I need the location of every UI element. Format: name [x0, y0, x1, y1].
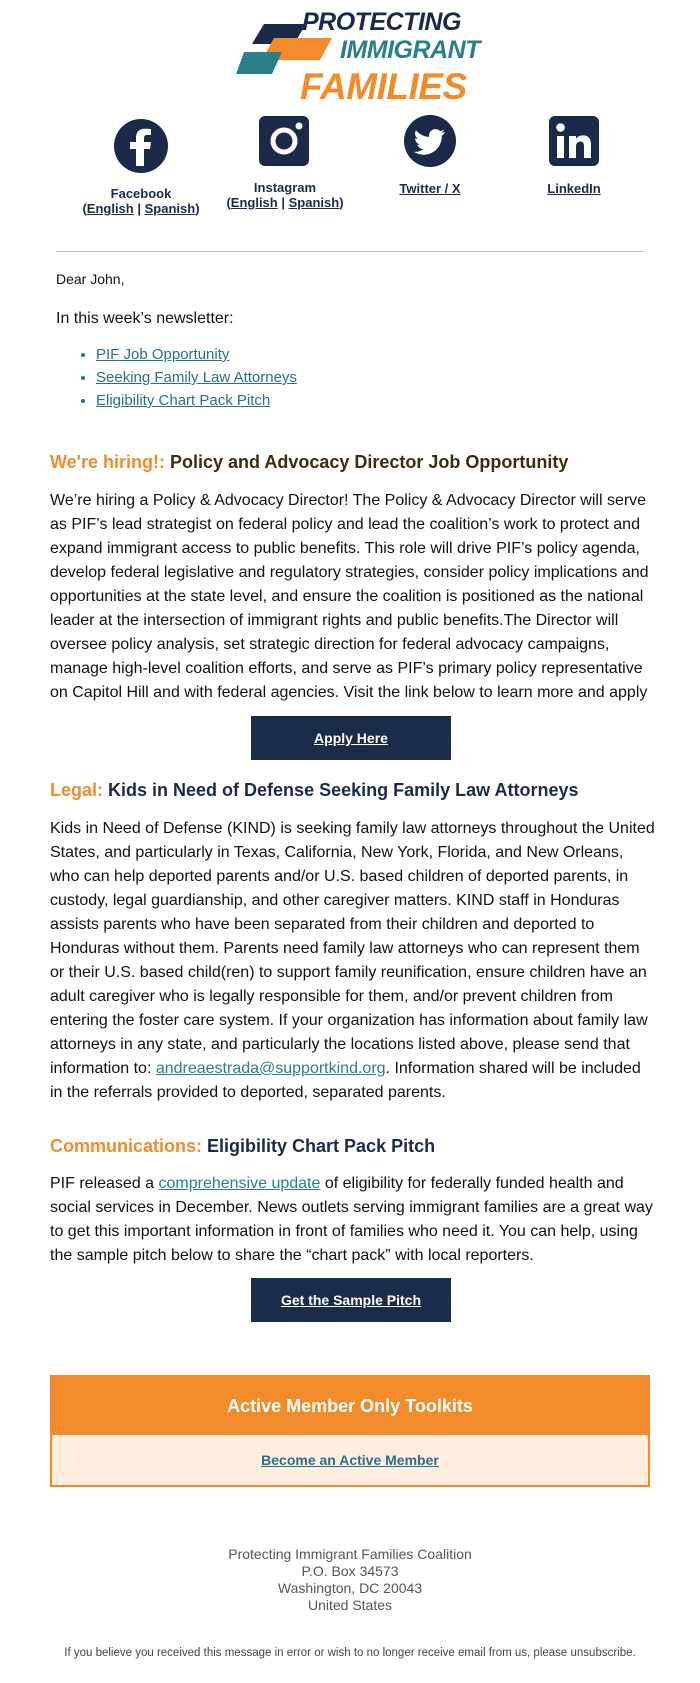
become-member-link[interactable]: Become an Active Member — [261, 1452, 439, 1468]
facebook-icon[interactable] — [113, 118, 169, 174]
footer-box: P.O. Box 34573 — [301, 1563, 399, 1579]
footer-city: Washington, DC 20043 — [277, 1580, 423, 1596]
unsubscribe-notice[interactable]: If you believe you received this message in error or wish to no longer receive email from us, please unsubscribe. — [64, 1647, 636, 1659]
facebook-sep: | — [137, 201, 141, 216]
social-twitter — [355, 118, 505, 196]
get-sample-pitch-button[interactable]: Get the Sample Pitch — [251, 1278, 451, 1322]
facebook-english-link[interactable]: English — [86, 201, 134, 216]
section-comms-body — [50, 1172, 655, 1268]
toc-link-attorneys[interactable]: Seeking Family Law Attorneys — [96, 369, 297, 386]
linkedin-label-wrap — [499, 181, 649, 196]
footer-country: United States — [307, 1597, 393, 1613]
twitter-label-wrap — [355, 181, 505, 196]
section-legal-category: Legal: — [50, 780, 104, 800]
section-hiring-body: We’re hiring a Policy & Advocacy Director! The Policy & Advocacy Director will serve as PIF’s lead strategist on federal policy and lead the coalition’s work to protect and expand immigrant access to public benefits. This role will drive PIF’s policy agenda, develop federal legislative and regulatory strategies, consider policy implications and opportunities at the state level, and ensure the coalition is positioned as the national leader at the intersection of immigrant rights and public benefits.The Director will oversee policy analysis, set strategic direction for federal advocacy campaigns, manage high-level coalition efforts, and serve as PIF’s primary policy representative on Capitol Hill and with federal agencies. Visit the link below to learn more and apply — [50, 492, 649, 701]
linkedin-icon[interactable] — [546, 114, 602, 170]
newsletter-toc — [76, 343, 297, 412]
social-instagram — [210, 118, 360, 210]
section-comms-title: Eligibility Chart Pack Pitch — [207, 1136, 436, 1156]
facebook-label: Facebook — [110, 186, 172, 201]
section-legal-title: Kids in Need of Defense Seeking Family Law Attorneys — [108, 780, 579, 800]
facebook-lang-links: (English | Spanish) — [82, 201, 200, 216]
section-hiring-title: Policy and Advocacy Director Job Opportunity — [169, 452, 569, 472]
comms-body-text: PIF released a — [50, 1175, 159, 1192]
facebook-spanish-link[interactable]: Spanish — [144, 201, 196, 216]
twitter-icon[interactable] — [402, 114, 458, 170]
logo-text-protecting: PROTECTING — [302, 8, 461, 36]
section-legal-body — [50, 817, 655, 1105]
toc-item — [96, 343, 297, 366]
kind-email-link[interactable]: andreaestrada@supportkind.org — [155, 1060, 386, 1077]
instagram-icon[interactable] — [257, 114, 313, 170]
newsletter-intro: In this week’s newsletter: — [56, 310, 234, 327]
footer-address — [0, 1546, 700, 1614]
toc-item — [96, 366, 297, 389]
linkedin-link[interactable]: LinkedIn — [547, 181, 601, 196]
member-toolkits-heading: Active Member Only Toolkits — [52, 1377, 648, 1435]
pif-logo[interactable] — [236, 8, 480, 107]
section-comms-category: Communications: — [50, 1136, 203, 1156]
social-facebook — [66, 118, 216, 216]
social-linkedin — [499, 118, 649, 196]
instagram-spanish-link[interactable]: Spanish — [288, 195, 340, 210]
legal-body-text: Kids in Need of Defense (KIND) is seeking family law attorneys throughout the United States, and particularly in Texas, California, New York, Florida, and New Orleans, who can help deported parents and/or U.S. based children of deported parents, in custody, legal guardianship, and other caregiver matters. KIND staff in Honduras assists parents who have been separated from their children and deported to Honduras without them. Parents need family law attorneys who can represent them or their U.S. based child(ren) to support family reunification, ensure children have an adult caregiver who is legally responsible for them, and/or prevent children from entering the foster care system. If your organization has information about family law attorneys in any state, and particularly the locations listed above, please send that information to: — [50, 820, 655, 1077]
section-legal-heading — [50, 780, 578, 801]
twitter-link[interactable]: Twitter / X — [399, 181, 461, 196]
instagram-label: Instagram — [253, 180, 317, 195]
instagram-lang-links: (English | Spanish) — [226, 195, 344, 210]
legal-body-text-end: . Information shared will be included in the referrals provided to deported, separated parents. — [50, 1060, 641, 1101]
logo-text-immigrant: IMMIGRANT — [340, 36, 480, 64]
header-divider — [56, 251, 644, 252]
logo-text-families: FAMILIES — [300, 66, 467, 107]
footer-org: Protecting Immigrant Families Coalition — [228, 1546, 472, 1562]
greeting: Dear John, — [56, 271, 125, 287]
toc-item — [96, 389, 297, 412]
comms-body-text-end: of eligibility for federally funded health and social services in December. News outlets serving immigrant families are a great way to get this important information in front of families who need it. You can help, using the sample pitch below to share the “chart pack” with local reporters. — [50, 1175, 653, 1264]
toc-link-chart-pack[interactable]: Eligibility Chart Pack Pitch — [96, 392, 271, 409]
apply-here-button[interactable]: Apply Here — [251, 716, 451, 760]
section-hiring-heading — [50, 452, 568, 473]
member-toolkits-box — [50, 1375, 650, 1487]
instagram-english-link[interactable]: English — [230, 195, 278, 210]
comprehensive-update-link[interactable]: comprehensive update — [158, 1175, 321, 1192]
toc-link-job[interactable]: PIF Job Opportunity — [96, 346, 230, 363]
section-comms-heading — [50, 1136, 435, 1157]
instagram-sep: | — [281, 195, 285, 210]
section-hiring-category: We're hiring!: — [50, 452, 165, 472]
social-links — [30, 118, 670, 228]
